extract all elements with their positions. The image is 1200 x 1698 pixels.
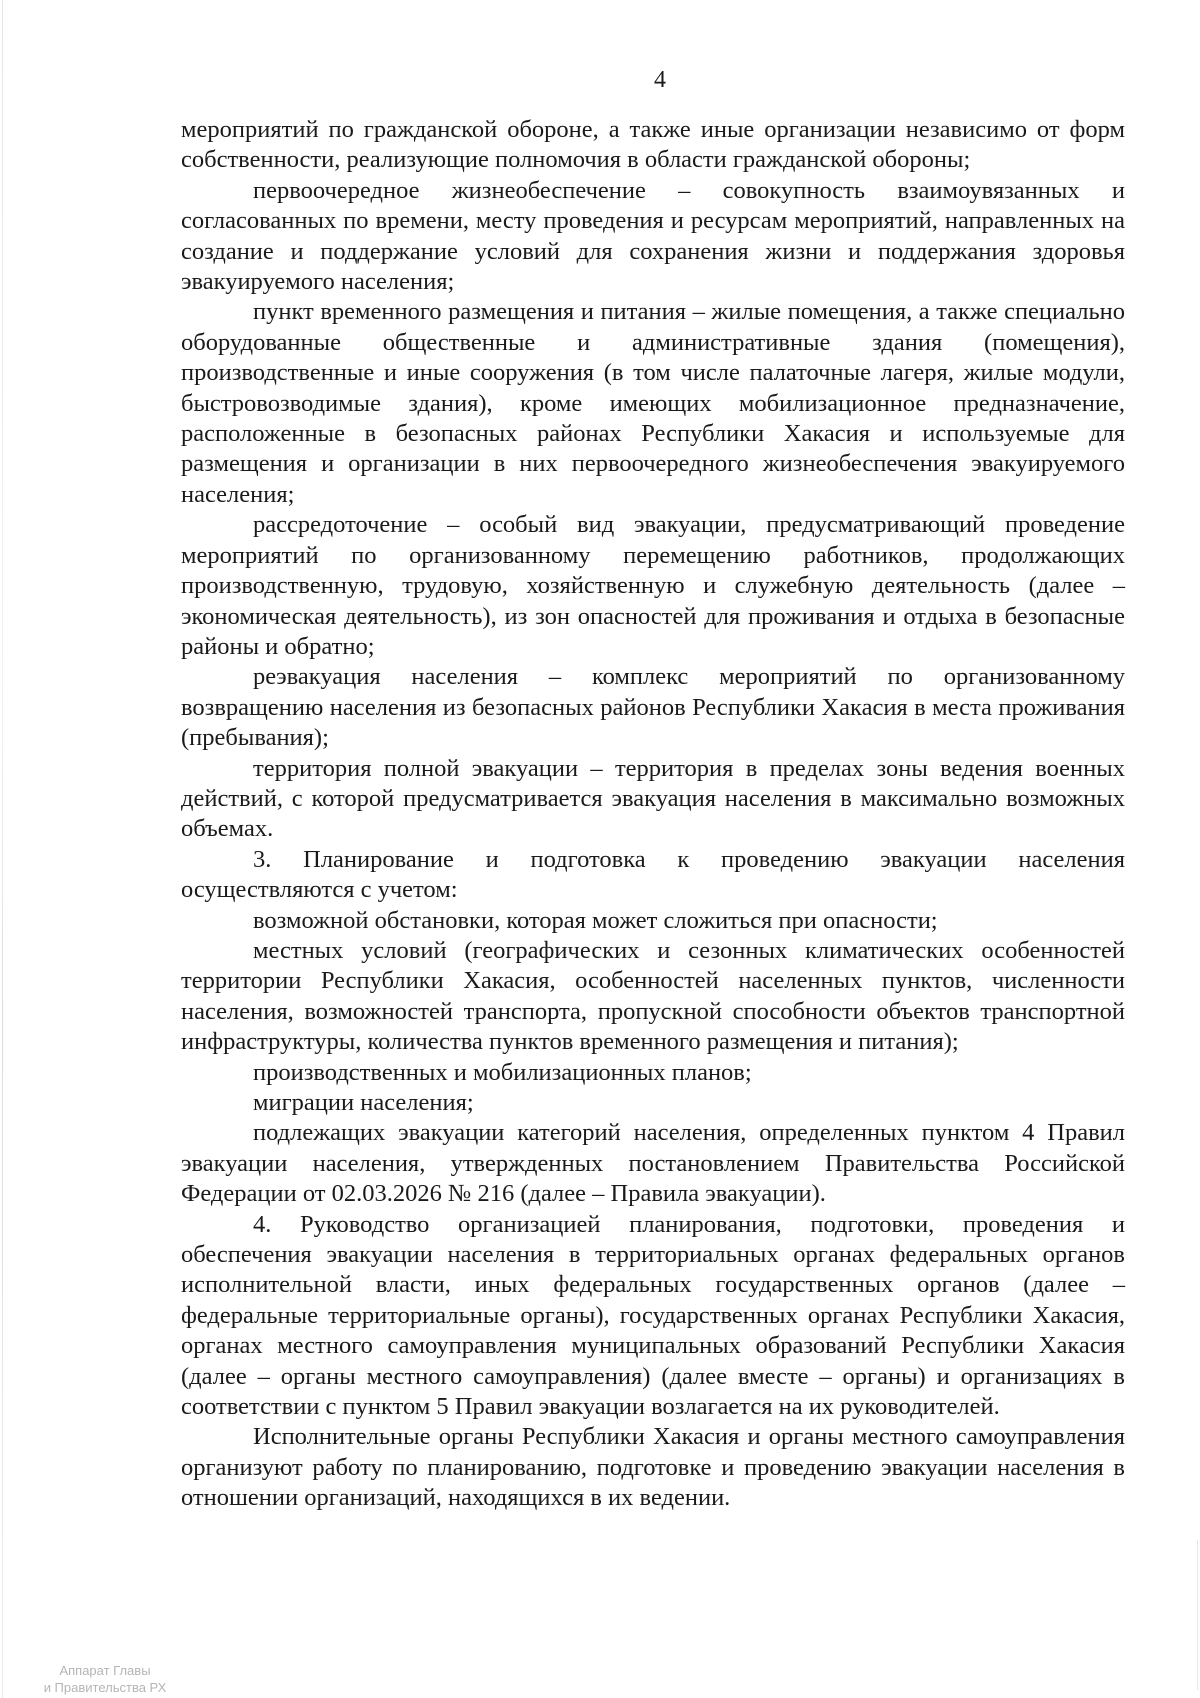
stamp [20, 1662, 190, 1696]
paragraph: пункт временного размещения и питания – жилые помещения, а также специально оборудованные общественные и административные здания (помещения), производственные и иные сооружения (в том числе палаточные лагеря, жилые модули, быстровозводимые здания), кроме имеющих мобилизационное предназначение, расположенные в безопасных районах Республики Хакасия и используемые для размещения и организации в них первоочередного жизнеобеспечения эвакуируемого населения; [181, 298, 1125, 508]
paragraph: 4. Руководство организацией планирования, подготовки, проведения и обеспечения эвакуации населения в территориальных органах федеральных органов исполнительной власти, иных федеральных государственных органов (далее – федеральные территориальные органы), государственных органах Республики Хакасия, органах местного самоуправления муниципальных образований Республики Хакасия (далее – органы местного самоуправления) (далее вместе – органы) и организациях в соответствии с пунктом 5 Правил эвакуации возлагается на их руководителей. [181, 1210, 1125, 1421]
paragraph: 3. Планирование и подготовка к проведению эвакуации населения осуществляются с учетом: [181, 845, 1125, 904]
document-body [181, 115, 1125, 1514]
paragraph: мероприятий по гражданской обороне, а также иные организации независимо от форм собственности, реализующие полномочия в области гражданской обороны; [181, 116, 1125, 174]
paragraph: Исполнительные органы Республики Хакасия и органы местного самоуправления организуют работу по планированию, подготовке и проведению эвакуации населения в отношении организаций, находящихся в их ведении. [181, 1423, 1125, 1512]
paragraph: подлежащих эвакуации категорий населения, определенных пунктом 4 Правил эвакуации населения, утвержденных постановлением Правительства Российской Федерации от 02.03.2026 № 216 (далее – Правила эвакуации). [181, 1119, 1125, 1208]
paragraph: территория полной эвакуации – территория в пределах зоны ведения военных действий, с которой предусматривается эвакуация населения в максимально возможных объемах. [181, 754, 1125, 843]
paragraph: производственных и мобилизационных планов; [253, 1058, 752, 1086]
paragraph: первоочередное жизнеобеспечение – совокупность взаимоувязанных и согласованных по времени, месту проведения и ресурсам мероприятий, направленных на создание и поддержание условий для сохранения жизни и поддержания здоровья эвакуируемого населения; [181, 176, 1125, 296]
paragraph: рассредоточение – особый вид эвакуации, предусматривающий проведение мероприятий по организованному перемещению работников, продолжающих производственную, трудовую, хозяйственную и служебную деятельность (далее – экономическая деятельность), из зон опасностей для проживания и отдыха в безопасные районы и обратно; [181, 511, 1125, 660]
paragraph: возможной обстановки, которая может сложиться при опасности; [253, 906, 938, 934]
paragraph: местных условий (географических и сезонных климатических особенностей территории Республики Хакасия, особенностей населенных пунктов, численности населения, возможностей транспорта, пропускной способности объектов транспортной инфраструктуры, количества пунктов временного размещения и питания); [181, 936, 1125, 1056]
paragraph: миграции населения; [253, 1089, 474, 1116]
scan-edge [1197, 1540, 1198, 1690]
scan-edge [2, 0, 3, 1698]
stamp-line: и Правительства РХ [43, 1680, 167, 1695]
stamp-line: Аппарат Главы [59, 1663, 151, 1678]
page-number: 4 [654, 67, 666, 93]
paragraph: реэвакуация населения – комплекс мероприятий по организованному возвращению населения из безопасных районов Республики Хакасия в места проживания (пребывания); [181, 663, 1125, 752]
